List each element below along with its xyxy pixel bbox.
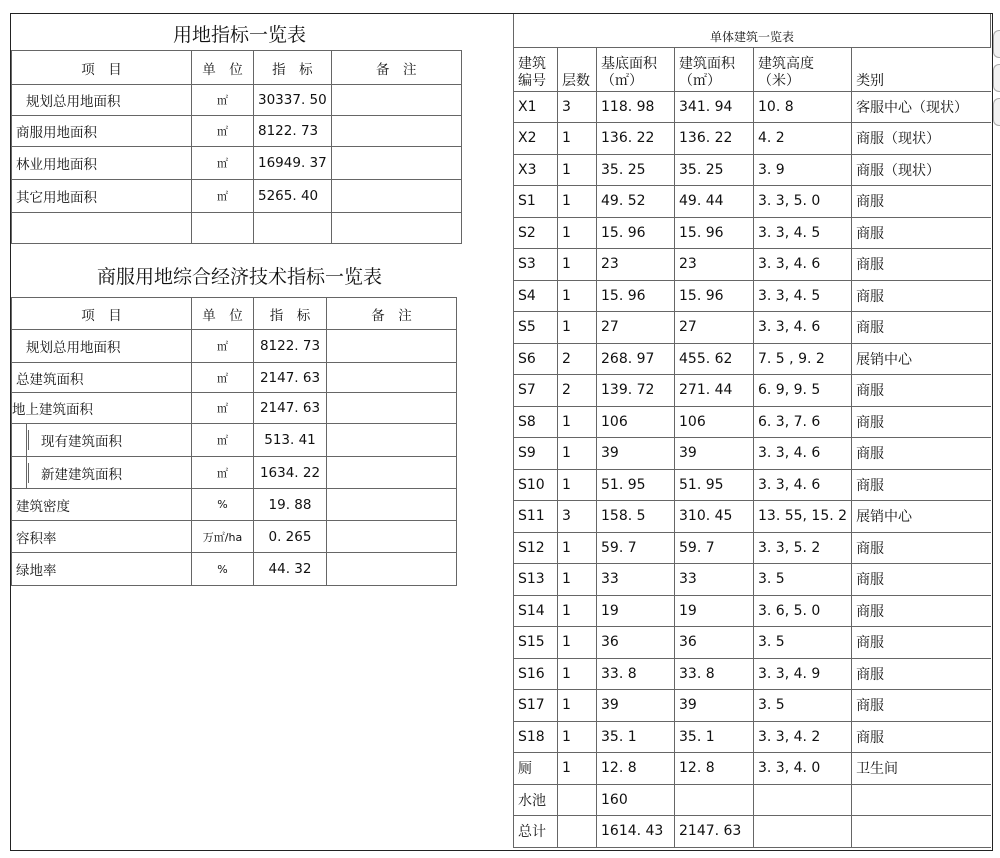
cell-floor-area: 35. 1 bbox=[675, 721, 754, 753]
cell-floor-area: 27 bbox=[675, 312, 754, 344]
row-value: 1634. 22 bbox=[254, 457, 327, 489]
table-row bbox=[514, 501, 991, 533]
cell-floor-area: 39 bbox=[675, 690, 754, 722]
row-item: 规划总用地面积 bbox=[12, 85, 192, 116]
cell-floors: 1 bbox=[558, 595, 597, 627]
cell-floors: 1 bbox=[558, 154, 597, 186]
cell-floors bbox=[558, 816, 597, 848]
cell-type: 展销中心 bbox=[852, 343, 991, 375]
cell-floors: 1 bbox=[558, 406, 597, 438]
cell-type: 商服 bbox=[852, 186, 991, 218]
cell-height: 6. 3, 7. 6 bbox=[754, 406, 852, 438]
cell-type bbox=[852, 784, 991, 816]
row-item-text: 新建建筑面积 bbox=[28, 463, 122, 483]
cell-height: 10. 8 bbox=[754, 91, 852, 123]
cell-floors: 1 bbox=[558, 532, 597, 564]
row-value: 16949. 37 bbox=[254, 147, 332, 180]
header-value: 指 标 bbox=[254, 51, 332, 85]
cell-height: 3. 3, 4. 6 bbox=[754, 469, 852, 501]
cell-type: 商服 bbox=[852, 469, 991, 501]
cell-floor-area: 23 bbox=[675, 249, 754, 281]
cell-floors: 3 bbox=[558, 91, 597, 123]
econ-table bbox=[11, 297, 457, 586]
cell-base-area: 1614. 43 bbox=[597, 816, 675, 848]
edge-tab[interactable] bbox=[993, 30, 1000, 58]
row-item: 总建筑面积 bbox=[12, 363, 192, 393]
table-row bbox=[12, 521, 457, 553]
table-row bbox=[514, 595, 991, 627]
row-unit: ㎡ bbox=[192, 424, 254, 457]
cell-floor-area: 35. 25 bbox=[675, 154, 754, 186]
table-row bbox=[12, 553, 457, 586]
cell-code: S17 bbox=[514, 690, 558, 722]
header-item: 项 目 bbox=[12, 298, 192, 330]
cell-base-area: 15. 96 bbox=[597, 280, 675, 312]
header-item: 项 目 bbox=[12, 51, 192, 85]
table-row bbox=[12, 424, 457, 457]
cell-height: 13. 55, 15. 2 bbox=[754, 501, 852, 533]
cell-height: 3. 3, 4. 5 bbox=[754, 280, 852, 312]
cell-type: 客服中心（现状） bbox=[852, 91, 991, 123]
header-floors-text: 层数 bbox=[562, 72, 590, 89]
blank-cell bbox=[331, 213, 461, 244]
cell-floors: 2 bbox=[558, 375, 597, 407]
cell-floor-area bbox=[675, 784, 754, 816]
cell-type: 商服（现状） bbox=[852, 123, 991, 155]
cell-type: 商服 bbox=[852, 280, 991, 312]
cell-floor-area: 33. 8 bbox=[675, 658, 754, 690]
cell-base-area: 27 bbox=[597, 312, 675, 344]
edge-tabs bbox=[993, 30, 1000, 132]
cell-type bbox=[852, 816, 991, 848]
cell-type: 商服 bbox=[852, 595, 991, 627]
cell-base-area: 139. 72 bbox=[597, 375, 675, 407]
cell-base-area: 35. 25 bbox=[597, 154, 675, 186]
cell-type: 商服 bbox=[852, 249, 991, 281]
cell-code: S16 bbox=[514, 658, 558, 690]
cell-code: 厕 bbox=[514, 753, 558, 785]
table-row bbox=[514, 564, 991, 596]
cell-floor-area: 49. 44 bbox=[675, 186, 754, 218]
row-value: 513. 41 bbox=[254, 424, 327, 457]
row-item: 林业用地面积 bbox=[12, 147, 192, 180]
table-row-blank bbox=[12, 213, 462, 244]
row-unit: ㎡ bbox=[192, 330, 254, 363]
cell-code: S4 bbox=[514, 280, 558, 312]
cell-code: S1 bbox=[514, 186, 558, 218]
row-unit: ㎡ bbox=[192, 180, 254, 213]
cell-floor-area: 19 bbox=[675, 595, 754, 627]
cell-base-area: 33 bbox=[597, 564, 675, 596]
cell-floor-area: 2147. 63 bbox=[675, 816, 754, 848]
indent-line bbox=[26, 424, 41, 456]
cell-floors: 1 bbox=[558, 753, 597, 785]
cell-height: 6. 9, 9. 5 bbox=[754, 375, 852, 407]
cell-height: 3. 6, 5. 0 bbox=[754, 595, 852, 627]
cell-type: 商服 bbox=[852, 564, 991, 596]
row-unit: % bbox=[192, 553, 254, 586]
cell-type: 商服 bbox=[852, 721, 991, 753]
table-row bbox=[12, 180, 462, 213]
table-row bbox=[514, 532, 991, 564]
row-item: 容积率 bbox=[12, 521, 192, 553]
cell-floors: 1 bbox=[558, 438, 597, 470]
cell-floors: 1 bbox=[558, 123, 597, 155]
building-table-title: 单体建筑一览表 bbox=[514, 14, 991, 47]
cell-code: S12 bbox=[514, 532, 558, 564]
cell-floors: 1 bbox=[558, 627, 597, 659]
row-item bbox=[12, 457, 192, 489]
header-base-area-text: 基底面积 （㎡） bbox=[601, 55, 657, 89]
table-row bbox=[514, 784, 991, 816]
table-row bbox=[12, 85, 462, 116]
cell-floors: 1 bbox=[558, 312, 597, 344]
row-note bbox=[327, 363, 457, 393]
table-row bbox=[12, 489, 457, 521]
header-height-text: 建筑高度 （米） bbox=[758, 55, 814, 89]
header-floor-area-text: 建筑面积 （㎡） bbox=[679, 55, 735, 89]
land-table-header bbox=[12, 51, 462, 85]
header-floor-area bbox=[675, 47, 754, 91]
table-row bbox=[514, 91, 991, 123]
cell-base-area: 19 bbox=[597, 595, 675, 627]
row-note bbox=[327, 424, 457, 457]
cell-code: X3 bbox=[514, 154, 558, 186]
cell-height: 3. 3, 5. 0 bbox=[754, 186, 852, 218]
cell-type: 商服 bbox=[852, 690, 991, 722]
table-row bbox=[514, 816, 991, 848]
table-row bbox=[514, 280, 991, 312]
cell-type: 卫生间 bbox=[852, 753, 991, 785]
row-note bbox=[331, 180, 461, 213]
table-row bbox=[514, 690, 991, 722]
row-unit: ㎡ bbox=[192, 85, 254, 116]
building-table-caption-row bbox=[514, 14, 991, 47]
cell-base-area: 136. 22 bbox=[597, 123, 675, 155]
cell-height: 3. 3, 5. 2 bbox=[754, 532, 852, 564]
table-row bbox=[514, 123, 991, 155]
cell-floors: 1 bbox=[558, 249, 597, 281]
cell-height bbox=[754, 816, 852, 848]
cell-base-area: 160 bbox=[597, 784, 675, 816]
cell-floor-area: 59. 7 bbox=[675, 532, 754, 564]
row-item: 其它用地面积 bbox=[12, 180, 192, 213]
cell-base-area: 59. 7 bbox=[597, 532, 675, 564]
cell-floors: 2 bbox=[558, 343, 597, 375]
table-row bbox=[514, 469, 991, 501]
cell-height: 3. 5 bbox=[754, 564, 852, 596]
row-value: 8122. 73 bbox=[254, 330, 327, 363]
header-floors bbox=[558, 47, 597, 91]
cell-floor-area: 12. 8 bbox=[675, 753, 754, 785]
cell-base-area: 49. 52 bbox=[597, 186, 675, 218]
table-row bbox=[514, 658, 991, 690]
cell-floors: 3 bbox=[558, 501, 597, 533]
row-note bbox=[331, 85, 461, 116]
table-row bbox=[12, 116, 462, 147]
header-height bbox=[754, 47, 852, 91]
cell-height bbox=[754, 784, 852, 816]
cell-base-area: 23 bbox=[597, 249, 675, 281]
cell-type: 商服 bbox=[852, 658, 991, 690]
cell-code: S6 bbox=[514, 343, 558, 375]
header-unit: 单 位 bbox=[192, 298, 254, 330]
cell-height: 3. 3, 4. 6 bbox=[754, 438, 852, 470]
cell-height: 3. 3, 4. 0 bbox=[754, 753, 852, 785]
table-row bbox=[514, 217, 991, 249]
row-note bbox=[331, 147, 461, 180]
row-value: 30337. 50 bbox=[254, 85, 332, 116]
row-note bbox=[327, 521, 457, 553]
cell-floor-area: 15. 96 bbox=[675, 217, 754, 249]
cell-base-area: 106 bbox=[597, 406, 675, 438]
row-item: 建筑密度 bbox=[12, 489, 192, 521]
blank-cell bbox=[254, 213, 332, 244]
building-table-header bbox=[514, 47, 991, 91]
cell-floor-area: 106 bbox=[675, 406, 754, 438]
header-code bbox=[514, 47, 558, 91]
cell-floors: 1 bbox=[558, 564, 597, 596]
cell-type: 展销中心 bbox=[852, 501, 991, 533]
cell-code: S8 bbox=[514, 406, 558, 438]
row-note bbox=[327, 553, 457, 586]
table-row bbox=[514, 312, 991, 344]
table-row bbox=[514, 438, 991, 470]
cell-height: 3. 9 bbox=[754, 154, 852, 186]
land-table bbox=[11, 50, 462, 244]
row-note bbox=[327, 457, 457, 489]
row-unit: % bbox=[192, 489, 254, 521]
table-row bbox=[514, 154, 991, 186]
row-item: 绿地率 bbox=[12, 553, 192, 586]
cell-base-area: 39 bbox=[597, 438, 675, 470]
cell-type: 商服 bbox=[852, 438, 991, 470]
row-item-text: 现有建筑面积 bbox=[28, 430, 122, 450]
cell-floor-area: 15. 96 bbox=[675, 280, 754, 312]
drawing-sheet bbox=[10, 13, 993, 851]
cell-floor-area: 310. 45 bbox=[675, 501, 754, 533]
cell-floors: 1 bbox=[558, 280, 597, 312]
cell-code: S5 bbox=[514, 312, 558, 344]
row-item: 规划总用地面积 bbox=[12, 330, 192, 363]
row-note bbox=[327, 330, 457, 363]
cell-code: X1 bbox=[514, 91, 558, 123]
cell-code: S2 bbox=[514, 217, 558, 249]
cell-base-area: 158. 5 bbox=[597, 501, 675, 533]
cell-code: 水池 bbox=[514, 784, 558, 816]
row-value: 5265. 40 bbox=[254, 180, 332, 213]
header-type bbox=[852, 47, 991, 91]
blank-cell bbox=[192, 213, 254, 244]
cell-floors: 1 bbox=[558, 469, 597, 501]
cell-floor-area: 33 bbox=[675, 564, 754, 596]
header-code-text: 建筑 编号 bbox=[518, 55, 546, 89]
cell-type: 商服 bbox=[852, 217, 991, 249]
row-value: 2147. 63 bbox=[254, 393, 327, 424]
row-value: 8122. 73 bbox=[254, 116, 332, 147]
building-table bbox=[513, 14, 991, 848]
cell-type: 商服 bbox=[852, 627, 991, 659]
header-base-area bbox=[597, 47, 675, 91]
cell-height: 3. 5 bbox=[754, 627, 852, 659]
cell-height: 3. 3, 4. 9 bbox=[754, 658, 852, 690]
edge-tab[interactable] bbox=[993, 98, 1000, 126]
cell-code: S11 bbox=[514, 501, 558, 533]
cell-floor-area: 51. 95 bbox=[675, 469, 754, 501]
cell-type: 商服 bbox=[852, 532, 991, 564]
table-row bbox=[514, 627, 991, 659]
cell-height: 3. 3, 4. 6 bbox=[754, 312, 852, 344]
table-row bbox=[12, 147, 462, 180]
row-value: 19. 88 bbox=[254, 489, 327, 521]
cell-floors: 1 bbox=[558, 658, 597, 690]
row-unit: ㎡ bbox=[192, 363, 254, 393]
cell-code: S10 bbox=[514, 469, 558, 501]
cell-floors: 1 bbox=[558, 217, 597, 249]
cell-base-area: 39 bbox=[597, 690, 675, 722]
row-note bbox=[327, 489, 457, 521]
table-row bbox=[12, 330, 457, 363]
cell-code: 总计 bbox=[514, 816, 558, 848]
cell-base-area: 12. 8 bbox=[597, 753, 675, 785]
cell-base-area: 118. 98 bbox=[597, 91, 675, 123]
table-row bbox=[514, 343, 991, 375]
cell-floors bbox=[558, 784, 597, 816]
cell-type: 商服（现状） bbox=[852, 154, 991, 186]
header-note: 备 注 bbox=[331, 51, 461, 85]
cell-floors: 1 bbox=[558, 186, 597, 218]
table-row bbox=[514, 721, 991, 753]
cell-type: 商服 bbox=[852, 406, 991, 438]
row-item: 地上建筑面积 bbox=[12, 393, 192, 424]
cell-base-area: 51. 95 bbox=[597, 469, 675, 501]
cell-floor-area: 341. 94 bbox=[675, 91, 754, 123]
row-note bbox=[327, 393, 457, 424]
cell-floor-area: 136. 22 bbox=[675, 123, 754, 155]
cell-height: 3. 3, 4. 5 bbox=[754, 217, 852, 249]
table-row bbox=[12, 393, 457, 424]
row-unit: 万㎡/ha bbox=[192, 521, 254, 553]
row-item bbox=[12, 424, 192, 457]
row-item: 商服用地面积 bbox=[12, 116, 192, 147]
cell-type: 商服 bbox=[852, 312, 991, 344]
row-value: 2147. 63 bbox=[254, 363, 327, 393]
row-unit: ㎡ bbox=[192, 393, 254, 424]
cell-height: 3. 3, 4. 6 bbox=[754, 249, 852, 281]
cell-code: S7 bbox=[514, 375, 558, 407]
cell-code: S9 bbox=[514, 438, 558, 470]
header-note: 备 注 bbox=[327, 298, 457, 330]
cell-code: S14 bbox=[514, 595, 558, 627]
cell-floor-area: 455. 62 bbox=[675, 343, 754, 375]
cell-floor-area: 36 bbox=[675, 627, 754, 659]
table-row bbox=[514, 406, 991, 438]
cell-base-area: 33. 8 bbox=[597, 658, 675, 690]
row-unit: ㎡ bbox=[192, 147, 254, 180]
cell-floor-area: 271. 44 bbox=[675, 375, 754, 407]
cell-base-area: 36 bbox=[597, 627, 675, 659]
cell-code: S13 bbox=[514, 564, 558, 596]
table-row bbox=[514, 375, 991, 407]
row-unit: ㎡ bbox=[192, 457, 254, 489]
cell-code: S18 bbox=[514, 721, 558, 753]
cell-floor-area: 39 bbox=[675, 438, 754, 470]
blank-cell bbox=[12, 213, 192, 244]
econ-table-header bbox=[12, 298, 457, 330]
table-row bbox=[12, 363, 457, 393]
row-note bbox=[331, 116, 461, 147]
cell-floors: 1 bbox=[558, 690, 597, 722]
land-table-title: 用地指标一览表 bbox=[172, 24, 306, 46]
cell-base-area: 15. 96 bbox=[597, 217, 675, 249]
indent-line bbox=[26, 457, 41, 488]
cell-code: S3 bbox=[514, 249, 558, 281]
row-value: 44. 32 bbox=[254, 553, 327, 586]
cell-height: 3. 3, 4. 2 bbox=[754, 721, 852, 753]
cell-base-area: 35. 1 bbox=[597, 721, 675, 753]
row-value: 0. 265 bbox=[254, 521, 327, 553]
cell-height: 7. 5 , 9. 2 bbox=[754, 343, 852, 375]
table-row bbox=[12, 457, 457, 489]
header-type-text: 类别 bbox=[856, 72, 885, 89]
row-unit: ㎡ bbox=[192, 116, 254, 147]
cell-code: S15 bbox=[514, 627, 558, 659]
header-value: 指 标 bbox=[254, 298, 327, 330]
cell-height: 3. 5 bbox=[754, 690, 852, 722]
table-row bbox=[514, 753, 991, 785]
header-unit: 单 位 bbox=[192, 51, 254, 85]
edge-tab[interactable] bbox=[993, 64, 1000, 92]
cell-type: 商服 bbox=[852, 375, 991, 407]
table-row bbox=[514, 186, 991, 218]
cell-floors: 1 bbox=[558, 721, 597, 753]
cell-height: 4. 2 bbox=[754, 123, 852, 155]
cell-base-area: 268. 97 bbox=[597, 343, 675, 375]
econ-table-title: 商服用地综合经济技术指标一览表 bbox=[96, 266, 382, 288]
table-row bbox=[514, 249, 991, 281]
cell-code: X2 bbox=[514, 123, 558, 155]
